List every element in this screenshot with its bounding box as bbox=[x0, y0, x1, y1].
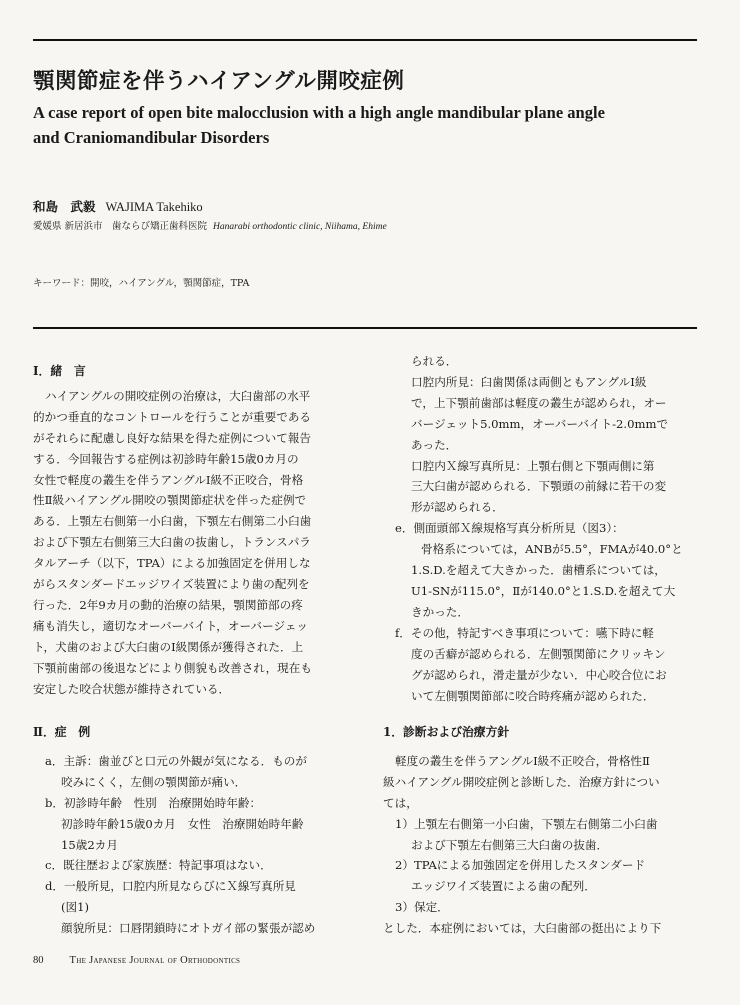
affiliation-english: Hanarabi orthodontic clinic, Niihama, Ehime bbox=[213, 222, 387, 232]
title-english-line1: A case report of open bite malocclusion with a high angle mandibular plane angle bbox=[33, 103, 605, 122]
diagnosis-items bbox=[383, 751, 698, 939]
section-introduction bbox=[33, 361, 361, 700]
section-heading: 1．診断および治療方針 bbox=[383, 725, 510, 739]
text-line: がらスタンダードエッジワイズ装置により歯の配列を bbox=[33, 577, 310, 592]
text-line: c．既往歴および家族歴：特記事項はない． bbox=[45, 858, 272, 873]
text-line: 骨格系については，ANBが5.5°，FMAが40.0°と bbox=[421, 542, 683, 557]
title-english bbox=[33, 100, 693, 150]
text-line: 安定した咬合状態が維持されている． bbox=[33, 681, 231, 696]
section-heading: Ⅰ．緒 言 bbox=[33, 364, 86, 378]
text-line: がそれらに配慮し良好な結果を得た症例について報告 bbox=[33, 430, 312, 445]
title-english-line2: and Craniomandibular Disorders bbox=[33, 128, 270, 147]
text-line: a．主訴：歯並びと口元の外観が気になる．ものが bbox=[45, 753, 307, 768]
paragraph bbox=[33, 386, 361, 700]
text-line: U1-SNが115.0°，Ⅱが140.0°と1.S.D.を超えて大 bbox=[411, 583, 676, 598]
text-line: d．一般所見，口腔内所見ならびにＸ線写真所見 bbox=[45, 879, 296, 894]
text-line: 1.S.D.を超えて大きかった．歯槽系については， bbox=[411, 563, 666, 578]
header-bottom-rule bbox=[33, 327, 697, 329]
top-rule bbox=[33, 39, 697, 41]
text-line: および下顎左右側第三大臼歯の抜歯． bbox=[411, 837, 609, 852]
text-line: ある．上顎左右側第一小臼歯，下顎左右側第二小臼歯 bbox=[33, 514, 312, 529]
text-line: エッジワイズ装置による歯の配列． bbox=[411, 879, 596, 894]
text-line: 初診時年齢15歳0カ月 女性 治療開始時年齢 bbox=[61, 816, 304, 831]
text-line: 2）TPAによる加強固定を併用したスタンダード bbox=[395, 858, 646, 873]
text-line: (図1) bbox=[61, 900, 90, 915]
author-japanese: 和島 武毅 bbox=[33, 199, 96, 214]
text-line: 顔貌所見：口唇閉鎖時にオトガイ部の緊張が認め bbox=[61, 921, 316, 936]
text-line: e．側面頭部Ｘ線規格写真分析所見（図3）： bbox=[395, 521, 624, 536]
text-line: 的かつ垂直的なコントロールを行うことが重要である bbox=[33, 409, 312, 424]
text-line: f．その他，特記すべき事項について：嚥下時に軽 bbox=[395, 625, 654, 640]
text-line: とした．本症例においては，大臼歯部の挺出により下 bbox=[383, 921, 662, 936]
text-line: 口腔内Ｘ線写真所見：上顎右側と下顎両側に第 bbox=[411, 458, 655, 473]
text-line: 軽度の叢生を伴うアングルⅠ級不正咬合，骨格性Ⅱ bbox=[395, 753, 650, 768]
text-line: 下顎前歯部の後退などにより側貌も改善され，現在も bbox=[33, 660, 312, 675]
text-line: 級ハイアングル開咬症例と診断した．治療方針につい bbox=[383, 774, 660, 789]
affiliation-japanese: 愛媛県 新居浜市 歯ならび矯正歯科医院 bbox=[33, 221, 208, 232]
text-line: 3）保定． bbox=[395, 900, 449, 915]
text-line: 性Ⅱ級ハイアングル開咬の顎関節症状を伴った症例で bbox=[33, 493, 307, 508]
text-line: ては， bbox=[383, 795, 418, 810]
text-line: あった． bbox=[411, 437, 458, 452]
page-footer bbox=[33, 955, 240, 966]
journal-name: The Japanese Journal of Orthodontics bbox=[69, 955, 241, 966]
text-line: する．今回報告する症例は初診時年齢15歳0カ月の bbox=[33, 451, 299, 466]
keywords: キーワード：開咬，ハイアングル，顎関節症，TPA bbox=[33, 278, 250, 289]
text-line: ト，犬歯のおよび大臼歯のⅠ級関係が獲得された．上 bbox=[33, 639, 304, 654]
text-line: b．初診時年齢 性別 治療開始時年齢： bbox=[45, 795, 262, 810]
author bbox=[33, 197, 203, 215]
text-line: グが認められ，滑走量が少ない．中心咬合位にお bbox=[411, 667, 667, 682]
page-number: 80 bbox=[33, 955, 44, 966]
case-findings bbox=[383, 351, 698, 706]
text-line: 女性で軽度の叢生を伴うアングルⅠ級不正咬合，骨格 bbox=[33, 472, 304, 487]
text-line: 15歳2カ月 bbox=[61, 837, 118, 852]
title-japanese: 顎関節症を伴うハイアングル開咬症例 bbox=[33, 69, 405, 94]
affiliation bbox=[33, 218, 387, 232]
text-line: 形が認められる． bbox=[411, 500, 504, 515]
section-diagnosis bbox=[383, 722, 698, 939]
text-line: バージェット5.0mm，オーバーバイト-2.0mmで bbox=[411, 416, 669, 431]
text-line: られる． bbox=[411, 354, 458, 368]
author-english: WAJIMA Takehiko bbox=[105, 200, 203, 214]
text-line: 口腔内所見：臼歯関係は両側ともアングルⅠ級 bbox=[411, 374, 647, 389]
section-case bbox=[33, 722, 361, 939]
text-line: 咬みにくく，左側の顎関節が痛い． bbox=[61, 774, 247, 789]
text-line: タルアーチ（以下，TPA）による加強固定を併用しな bbox=[33, 556, 311, 571]
text-line: 1）上顎左右側第一小臼歯，下顎左右側第二小臼歯 bbox=[395, 816, 658, 831]
text-line: および下顎左右側第三大臼歯の抜歯し，トランスパラ bbox=[33, 535, 311, 550]
case-items bbox=[33, 751, 361, 939]
text-line: 三大臼歯が認められる．下顎頭の前縁に若干の変 bbox=[411, 479, 667, 494]
text-line: で，上下顎前歯部は軽度の叢生が認められ，オー bbox=[411, 395, 667, 410]
text-line: 痛も消失し，適切なオーバーバイト，オーバージェッ bbox=[33, 618, 309, 633]
text-line: 行った．2年9カ月の動的治療の結果，顎関節部の疼 bbox=[33, 597, 303, 612]
section-heading: Ⅱ．症 例 bbox=[33, 725, 91, 739]
text-line: きかった． bbox=[411, 604, 469, 619]
text-line: いて左側顎関節部に咬合時疼痛が認められた． bbox=[411, 688, 655, 703]
case-continuation bbox=[383, 351, 698, 706]
text-line: ハイアングルの開咬症例の治療は，大臼歯部の水平 bbox=[45, 388, 311, 403]
text-line: 度の舌癖が認められる．左側顎関節にクリッキン bbox=[411, 646, 666, 661]
